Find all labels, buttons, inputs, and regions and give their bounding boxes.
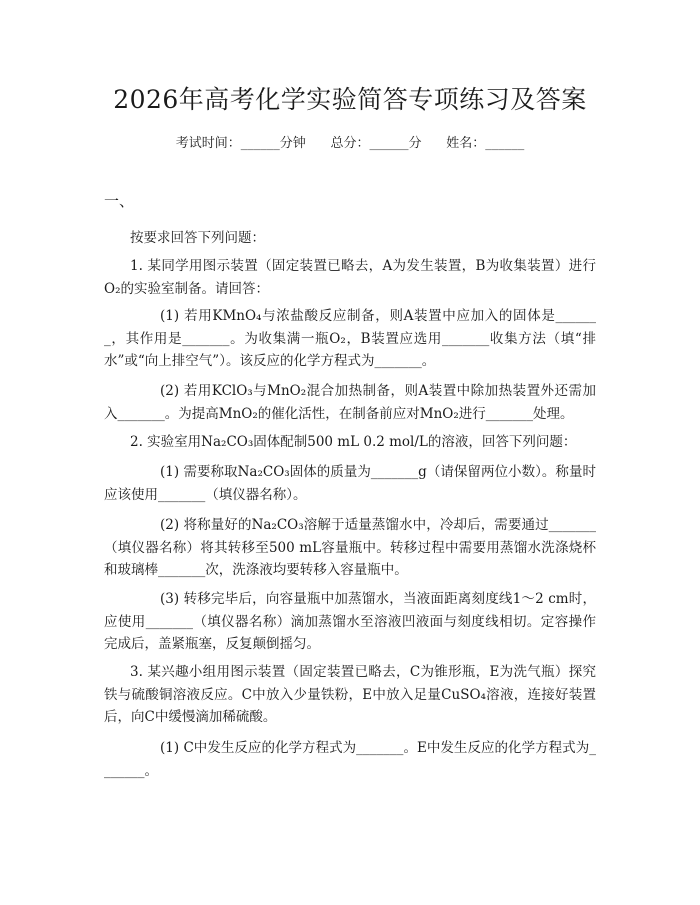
question-3-stem: 3. 某兴趣小组用图示装置（固定装置已略去，C为锥形瓶，E为洗气瓶）探究铁与硫酸铜溶液反应。C中放入少量铁粉，E中放入足量CuSO₄溶液，连接好装置后，向C中缓慢滴加稀硫酸。	[104, 664, 596, 725]
question-1-part-1: (1) 若用KMnO₄与浓盐酸反应制备，则A装置中应加入的固体是_______，其作用是_______。为收集满一瓶O₂，B装置应选用_______收集方法（填“排水”或“向上排空气”）。该反应的化学方程式为_______。	[104, 308, 596, 369]
exam-meta-text: 考试时间：______分钟 总分：______分 姓名：______	[175, 136, 525, 151]
question-1-stem: 1. 某同学用图示装置（固定装置已略去，A为发生装置，B为收集装置）进行O₂的实验室制备。请回答：	[104, 258, 596, 297]
section-heading: 一、	[104, 192, 135, 210]
instruction-text: 按要求回答下列问题：	[130, 230, 265, 246]
question-2-part-1: (1) 需要称取Na₂CO₃固体的质量为_______g（请保留两位小数）。称量时应该使用_______（填仪器名称）。	[104, 464, 596, 503]
question-2-part-2: (2) 将称量好的Na₂CO₃溶解于适量蒸馏水中，冷却后，需要通过_______（填仪器名称）将其转移至500 mL容量瓶中。转移过程中需要用蒸馏水洗涤烧杯和玻璃棒_______次，洗涤液均要转移入容量瓶中。	[104, 517, 596, 578]
question-1-part-2: (2) 若用KClO₃与MnO₂混合加热制备，则A装置中除加热装置外还需加入_______。为提高MnO₂的催化活性，在制备前应对MnO₂进行_______处理。	[104, 383, 596, 422]
exam-meta-line	[0, 132, 700, 151]
question-3-part-1: (1) C中发生反应的化学方程式为_______。E中发生反应的化学方程式为_______。	[104, 740, 596, 779]
document-title: 2026年高考化学实验简答专项练习及答案	[113, 85, 587, 114]
question-2-part-3: (3) 转移完毕后，向容量瓶中加蒸馏水，当液面距离刻度线1～2 cm时，应使用_______（填仪器名称）滴加蒸馏水至溶液凹液面与刻度线相切。定容操作完成后，盖紧瓶塞，反复颠倒摇匀。	[104, 591, 596, 652]
question-2-stem: 2. 实验室用Na₂CO₃固体配制500 mL 0.2 mol/L的溶液，回答下列问题：	[130, 434, 577, 450]
